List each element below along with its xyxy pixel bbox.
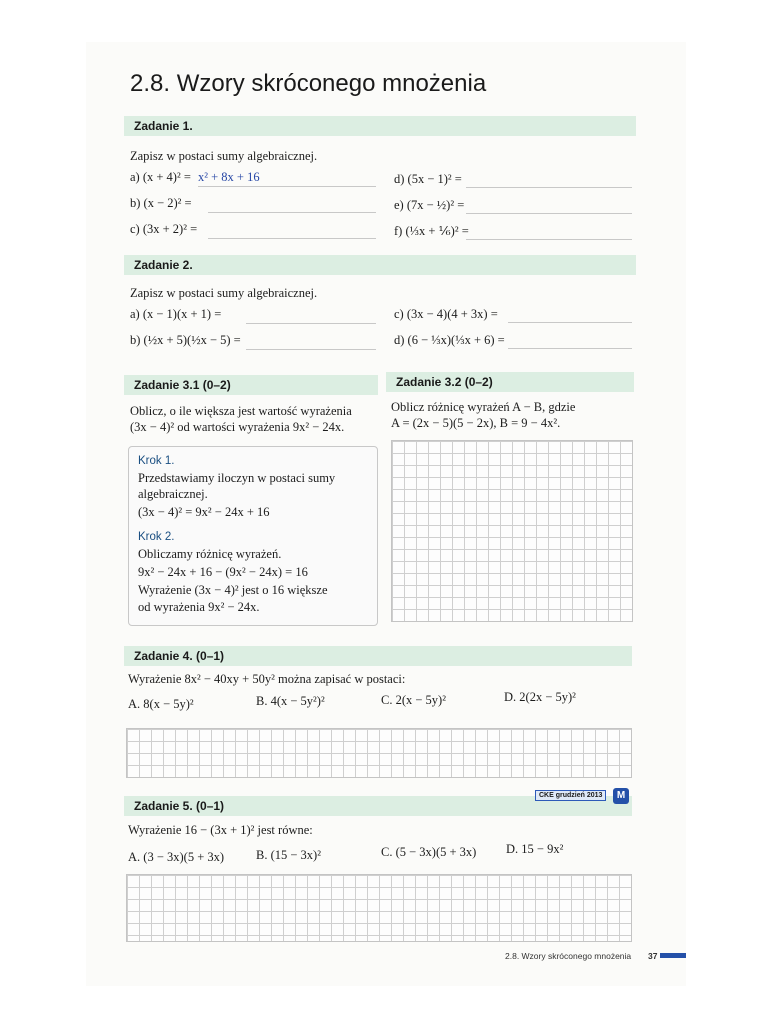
answer-line	[466, 239, 632, 240]
task-4-option-d: D. 2(2x − 5y)²	[504, 690, 576, 704]
answer-line	[246, 323, 376, 324]
work-grid[interactable]	[126, 874, 632, 942]
task-3-2-label: Zadanie 3.2 (0–2)	[396, 375, 493, 389]
task-5-option-c: C. (5 − 3x)(5 + 3x)	[381, 845, 477, 859]
work-grid[interactable]	[126, 728, 632, 778]
step-1-line-3: (3x − 4)² = 9x² − 24x + 16	[138, 505, 270, 519]
task-1-header	[124, 116, 636, 136]
answer-line	[508, 322, 632, 323]
task-2d: d) (6 − ⅓x)(⅓x + 6) =	[394, 333, 505, 347]
answer-line	[466, 187, 632, 188]
answer-line	[466, 213, 632, 214]
page-marker-bar	[660, 953, 686, 958]
step-2-line-2: 9x² − 24x + 16 − (9x² − 24x) = 16	[138, 565, 308, 579]
step-2-line-3: Wyrażenie (3x − 4)² jest o 16 większe	[138, 583, 328, 597]
task-4-header	[124, 646, 632, 666]
task-3-1-label: Zadanie 3.1 (0–2)	[134, 378, 231, 392]
task-1c: c) (3x + 2)² =	[130, 222, 198, 236]
task-2-instruction: Zapisz w postaci sumy algebraicznej.	[130, 286, 318, 300]
work-grid[interactable]	[391, 440, 633, 622]
task-1e: e) (7x − ½)² =	[394, 198, 465, 212]
task-2b: b) (½x + 5)(½x − 5) =	[130, 333, 241, 347]
answer-line	[246, 349, 376, 350]
task-3-1-line-1: Oblicz, o ile większa jest wartość wyrażenia	[130, 404, 352, 418]
page-number: 37	[648, 951, 658, 961]
step-2-line-4: od wyrażenia 9x² − 24x.	[138, 600, 260, 614]
task-5-option-b: B. (15 − 3x)²	[256, 848, 321, 862]
task-5-option-d: D. 15 − 9x²	[506, 842, 564, 856]
answer-line	[208, 212, 376, 213]
footer-chapter: 2.8. Wzory skróconego mnożenia	[505, 951, 632, 961]
task-2a: a) (x − 1)(x + 1) =	[130, 307, 222, 321]
task-5-instruction: Wyrażenie 16 − (3x + 1)² jest równe:	[128, 823, 313, 837]
task-3-2-line-1: Oblicz różnicę wyrażeń A − B, gdzie	[391, 400, 576, 414]
task-5-option-a: A. (3 − 3x)(5 + 3x)	[128, 850, 225, 864]
answer-line	[208, 238, 376, 239]
matura-icon: M	[613, 788, 629, 804]
task-1a: a) (x + 4)² =	[130, 170, 191, 184]
task-4-instruction: Wyrażenie 8x² − 40xy + 50y² można zapisać w postaci:	[128, 672, 406, 686]
task-1b: b) (x − 2)² =	[130, 196, 192, 210]
task-2c: c) (3x − 4)(4 + 3x) =	[394, 307, 498, 321]
task-3-1-header	[124, 375, 378, 395]
task-4-option-b: B. 4(x − 5y²)²	[256, 694, 325, 708]
step-2-label: Krok 2.	[138, 531, 175, 543]
task-5-label: Zadanie 5. (0–1)	[134, 799, 225, 813]
step-1-line-1: Przedstawiamy iloczyn w postaci sumy	[138, 471, 336, 485]
task-3-1-line-2: (3x − 4)² od wartości wyrażenia 9x² − 24x.	[130, 420, 345, 434]
step-2-line-1: Obliczamy różnicę wyrażeń.	[138, 547, 282, 561]
task-1a-answer: x² + 8x + 16	[198, 170, 260, 184]
task-4-option-c: C. 2(x − 5y)²	[381, 693, 446, 707]
task-2-label: Zadanie 2.	[134, 258, 193, 272]
step-1-line-2: algebraicznej.	[138, 487, 208, 501]
task-2-header	[124, 255, 636, 275]
task-3-2-line-2: A = (2x − 5)(5 − 2x), B = 9 − 4x².	[391, 416, 561, 430]
answer-line	[198, 186, 376, 187]
task-1d: d) (5x − 1)² =	[394, 172, 462, 186]
exam-source-badge: CKE grudzień 2013	[535, 790, 606, 801]
page-title: 2.8. Wzory skróconego mnożenia	[130, 70, 487, 97]
task-1-label: Zadanie 1.	[134, 119, 193, 133]
answer-line	[508, 348, 632, 349]
task-4-option-a: A. 8(x − 5y)²	[128, 697, 194, 711]
task-1f: f) (⅓x + ⅙)² =	[394, 224, 469, 238]
task-4-label: Zadanie 4. (0–1)	[134, 649, 225, 663]
task-3-2-header	[386, 372, 634, 392]
task-1-instruction: Zapisz w postaci sumy algebraicznej.	[130, 149, 318, 163]
step-1-label: Krok 1.	[138, 455, 175, 467]
